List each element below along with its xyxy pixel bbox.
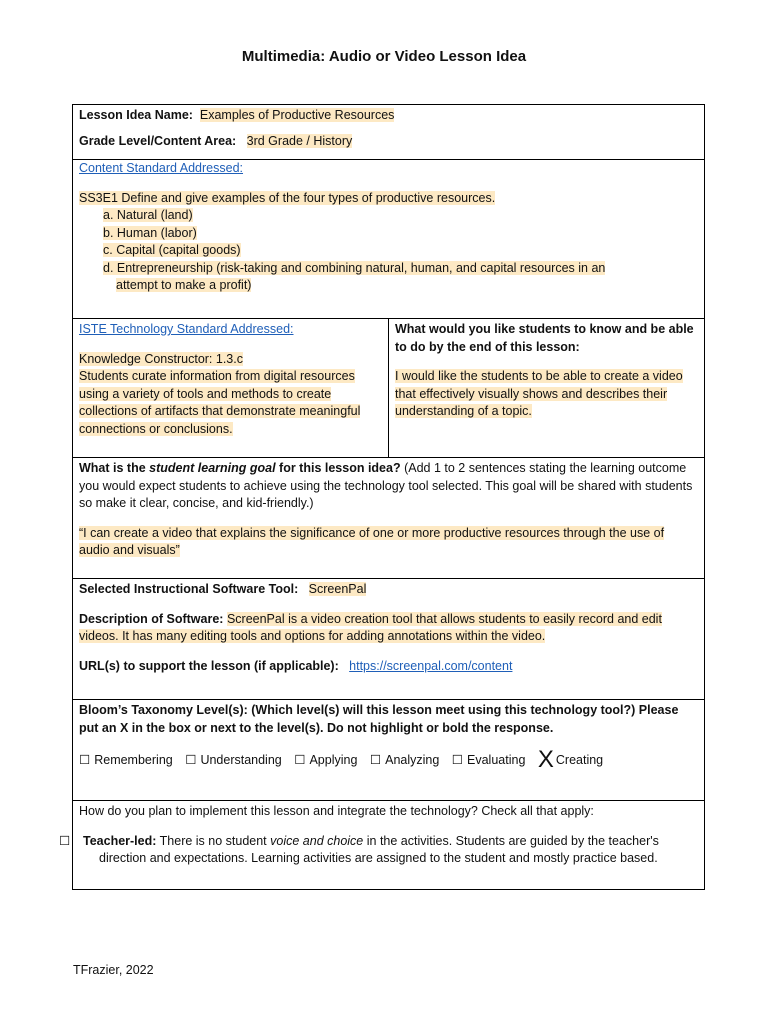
iste-standard-code[interactable]: Knowledge Constructor: 1.3.c [79,351,243,366]
iste-standard-heading[interactable]: ISTE Technology Standard Addressed: [79,322,294,336]
list-item: attempt to make a profit) [116,278,252,292]
list-item: b. Human (labor) [103,225,197,240]
productive-resources-list [79,207,698,295]
list-item: d. Entrepreneurship (risk-taking and combining natural, human, and capital resources in an [103,260,606,275]
software-tool-value[interactable]: ScreenPal [308,582,367,596]
checkbox-icon[interactable]: ☐ [185,753,197,767]
learning-goal-answer[interactable]: “I can create a video that explains the significance of one or more productive resources through the use of audio and visuals” [79,525,665,557]
content-standard-intro[interactable]: SS3E1 Define and give examples of the four types of productive resources. [79,190,496,205]
iste-standard-text[interactable]: Students curate information from digital resources using a variety of tools and methods to create collections of artifacts that demonstrate meaningful connections or conclusions. [79,369,361,436]
content-standard-row [73,160,705,319]
software-tool-label: Selected Instructional Software Tool: [79,582,299,596]
bloom-level-creating[interactable]: X Creating [537,746,604,773]
learning-goal-question: What is the student learning goal for this lesson idea? (Add 1 to 2 sentences stating the learning outcome you would expect students to achieve using the technology tool selected. This goal will be shared with students so make it clear, concise, and kid-friendly.) [79,461,693,510]
lesson-name-value[interactable]: Examples of Productive Resources [199,108,395,122]
checkbox-icon[interactable]: ☐ [79,753,91,767]
page-title: Multimedia: Audio or Video Lesson Idea [241,48,527,65]
content-standard-heading[interactable]: Content Standard Addressed: [79,161,244,175]
bloom-level-analyzing[interactable]: ☐ Analyzing [370,752,439,770]
grade-level-label: Grade Level/Content Area: [79,133,237,148]
bloom-levels [79,746,698,773]
standards-row [73,319,705,458]
checkbox-icon[interactable]: ☐ [294,753,306,767]
bloom-level-evaluating[interactable]: ☐ Evaluating [452,752,526,770]
software-row [73,579,705,700]
learning-goal-row [73,458,705,579]
bloom-level-applying[interactable]: ☐ Applying [294,752,357,770]
implementation-question: How do you plan to implement this lesson and integrate the technology? Check all that apply: [79,804,594,818]
lesson-form-table [59,104,705,890]
url-label: URL(s) to support the lesson (if applicable): [79,658,339,673]
software-description-label: Description of Software: [79,611,224,626]
bloom-level-remembering[interactable]: ☐ Remembering [79,752,173,770]
lesson-name-label: Lesson Idea Name: [79,108,193,122]
checkbox-icon[interactable]: ☐ [451,753,464,767]
teacher-led-option[interactable]: ☐ Teacher-led: There is no student voice and choice in the activities. Students are guided by the teacher's direction and expectations. Learning activities are assigned to the student and mostly practice based. [59,833,659,865]
url-link[interactable]: https://screenpal.com/content [349,658,513,673]
list-item: a. Natural (land) [103,208,193,222]
lesson-info-row [73,105,705,160]
implementation-row [73,801,705,890]
know-do-answer[interactable]: I would like the students to be able to create a video that effectively visually shows and describes their understanding of a topic. [395,369,683,418]
bloom-question: Bloom’s Taxonomy Level(s): (Which level(s) will this lesson meet using this technology tool?) Please put an X in the box or next to the level(s). Do not highlight or bold the response. [79,703,679,735]
software-description-value[interactable]: ScreenPal is a video creation tool that allows students to easily record and edit videos. It has many editing tools and options for adding annotations within the video. [79,611,662,643]
checkbox-icon[interactable]: ☐ [369,753,382,767]
grade-level-value[interactable]: 3rd Grade / History [246,133,353,148]
bloom-taxonomy-row [73,700,705,801]
footer-credit: TFrazier, 2022 [73,963,154,977]
know-do-question: What would you like students to know and be able to do by the end of this lesson: [395,322,694,354]
list-item: c. Capital (capital goods) [103,243,241,257]
x-mark-icon: X [537,746,554,773]
bloom-level-understanding[interactable]: ☐ Understanding [185,752,282,770]
